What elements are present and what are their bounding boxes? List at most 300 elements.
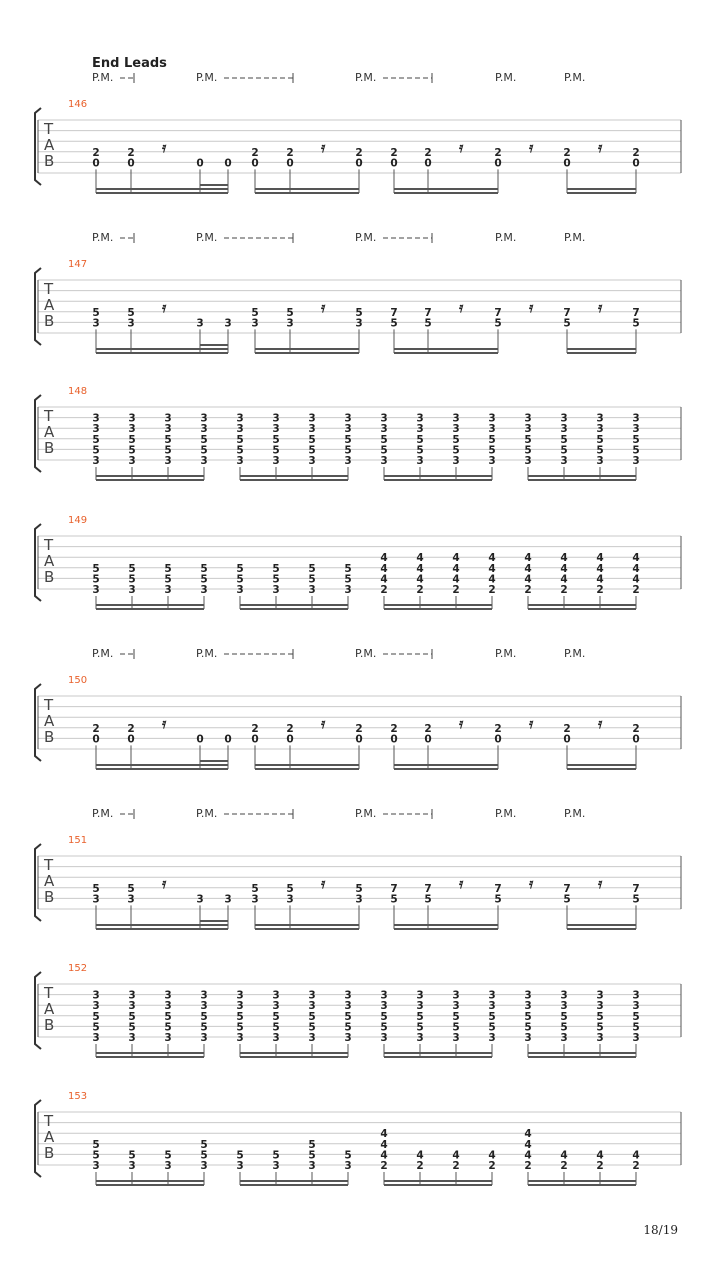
- fret-number: 5: [560, 444, 568, 457]
- tab-clef-letter: A: [44, 296, 55, 314]
- palm-mute-label: P.M.: [355, 231, 377, 244]
- fret-number: 7: [563, 306, 571, 319]
- fret-number: 5: [632, 444, 640, 457]
- fret-number: 5: [272, 562, 280, 575]
- fret-number: 3: [92, 989, 100, 1002]
- fret-number: 3: [632, 1032, 640, 1044]
- fret-number: 3: [164, 1000, 172, 1013]
- fret-number: 2: [494, 146, 502, 159]
- tab-clef-letter: B: [44, 439, 55, 457]
- tab-clef-letter: B: [44, 568, 55, 586]
- fret-number: 3: [92, 1032, 100, 1044]
- fret-number: 3: [200, 1160, 208, 1172]
- fret-number: 2: [380, 1160, 388, 1172]
- fret-number: 0: [127, 733, 135, 746]
- sixteenth-rest: 𝄿: [321, 140, 326, 156]
- tab-clef-letter: B: [44, 1016, 55, 1034]
- fret-number: 4: [488, 573, 496, 586]
- fret-number: 0: [563, 157, 571, 170]
- fret-number: 2: [488, 1160, 496, 1172]
- fret-number: 4: [632, 552, 640, 565]
- fret-number: 0: [355, 733, 363, 746]
- fret-number: 7: [390, 882, 398, 895]
- fret-number: 3: [560, 423, 568, 436]
- fret-number: 4: [632, 573, 640, 586]
- fret-number: 4: [524, 1149, 532, 1162]
- fret-number: 3: [632, 412, 640, 425]
- fret-number: 0: [92, 157, 100, 170]
- fret-number: 3: [488, 1000, 496, 1013]
- fret-number: 3: [524, 412, 532, 425]
- fret-number: 2: [355, 146, 363, 159]
- palm-mute-label: P.M.: [564, 231, 586, 244]
- fret-number: 4: [596, 573, 604, 586]
- fret-number: 3: [416, 989, 424, 1002]
- fret-number: 5: [560, 433, 568, 446]
- fret-number: 3: [632, 989, 640, 1002]
- fret-number: 5: [632, 1010, 640, 1023]
- fret-number: 3: [560, 1032, 568, 1044]
- palm-mute-label: P.M.: [196, 231, 218, 244]
- fret-number: 5: [200, 1021, 208, 1034]
- fret-number: 3: [596, 1032, 604, 1044]
- fret-number: 4: [380, 562, 388, 575]
- fret-number: 3: [596, 989, 604, 1002]
- fret-number: 3: [92, 412, 100, 425]
- fret-number: 3: [560, 989, 568, 1002]
- sixteenth-rest: 𝄿: [162, 876, 167, 892]
- fret-number: 5: [416, 1021, 424, 1034]
- fret-number: 3: [236, 423, 244, 436]
- fret-number: 3: [164, 584, 172, 596]
- fret-number: 3: [524, 455, 532, 467]
- fret-number: 5: [128, 573, 136, 586]
- fret-number: 2: [524, 584, 532, 596]
- fret-number: 0: [92, 733, 100, 746]
- fret-number: 5: [344, 562, 352, 575]
- fret-number: 5: [355, 306, 363, 319]
- tab-clef-letter: A: [44, 136, 55, 154]
- fret-number: 3: [224, 893, 232, 906]
- fret-number: 5: [308, 573, 316, 586]
- palm-mute-label: P.M.: [92, 807, 114, 820]
- fret-number: 5: [92, 1149, 100, 1162]
- fret-number: 7: [390, 306, 398, 319]
- fret-number: 0: [632, 157, 640, 170]
- sixteenth-rest: 𝄿: [529, 140, 534, 156]
- sixteenth-rest: 𝄿: [598, 716, 603, 732]
- sixteenth-rest: 𝄿: [598, 876, 603, 892]
- fret-number: 3: [251, 317, 259, 330]
- fret-number: 7: [563, 882, 571, 895]
- fret-number: 3: [128, 1000, 136, 1013]
- fret-number: 5: [416, 444, 424, 457]
- fret-number: 5: [128, 1021, 136, 1034]
- sixteenth-rest: 𝄿: [459, 716, 464, 732]
- fret-number: 5: [344, 444, 352, 457]
- tab-system-149: [35, 515, 681, 609]
- fret-number: 3: [272, 1032, 280, 1044]
- fret-number: 3: [344, 423, 352, 436]
- fret-number: 4: [452, 573, 460, 586]
- fret-number: 3: [596, 412, 604, 425]
- fret-number: 3: [308, 1032, 316, 1044]
- fret-number: 5: [524, 1010, 532, 1023]
- fret-number: 3: [308, 455, 316, 467]
- fret-number: 4: [488, 552, 496, 565]
- fret-number: 5: [308, 433, 316, 446]
- fret-number: 7: [424, 306, 432, 319]
- fret-number: 3: [272, 423, 280, 436]
- fret-number: 3: [344, 412, 352, 425]
- fret-number: 2: [127, 146, 135, 159]
- fret-number: 2: [355, 722, 363, 735]
- fret-number: 5: [128, 433, 136, 446]
- fret-number: 5: [164, 1021, 172, 1034]
- fret-number: 5: [236, 1149, 244, 1162]
- fret-number: 5: [452, 433, 460, 446]
- fret-number: 2: [452, 584, 460, 596]
- fret-number: 3: [488, 423, 496, 436]
- fret-number: 3: [200, 1000, 208, 1013]
- fret-number: 5: [355, 882, 363, 895]
- fret-number: 3: [560, 412, 568, 425]
- fret-number: 4: [596, 1149, 604, 1162]
- fret-number: 5: [560, 1021, 568, 1034]
- fret-number: 0: [127, 157, 135, 170]
- fret-number: 2: [563, 722, 571, 735]
- fret-number: 4: [488, 1149, 496, 1162]
- fret-number: 2: [127, 722, 135, 735]
- fret-number: 5: [164, 1010, 172, 1023]
- fret-number: 3: [452, 412, 460, 425]
- fret-number: 4: [632, 562, 640, 575]
- fret-number: 5: [164, 444, 172, 457]
- fret-number: 3: [128, 1160, 136, 1172]
- fret-number: 3: [308, 584, 316, 596]
- fret-number: 2: [632, 584, 640, 596]
- fret-number: 0: [563, 733, 571, 746]
- fret-number: 3: [236, 412, 244, 425]
- fret-number: 5: [128, 562, 136, 575]
- fret-number: 3: [452, 423, 460, 436]
- fret-number: 3: [196, 317, 204, 330]
- fret-number: 3: [236, 455, 244, 467]
- palm-mute-label: P.M.: [355, 807, 377, 820]
- fret-number: 3: [92, 893, 100, 906]
- fret-number: 3: [164, 455, 172, 467]
- fret-number: 3: [416, 1000, 424, 1013]
- fret-number: 0: [251, 733, 259, 746]
- fret-number: 5: [127, 306, 135, 319]
- fret-number: 5: [416, 1010, 424, 1023]
- tab-clef-letter: A: [44, 872, 55, 890]
- fret-number: 4: [416, 1149, 424, 1162]
- fret-number: 3: [524, 1032, 532, 1044]
- tab-clef-letter: A: [44, 423, 55, 441]
- fret-number: 3: [128, 1032, 136, 1044]
- fret-number: 5: [286, 306, 294, 319]
- tab-clef-letter: B: [44, 728, 55, 746]
- fret-number: 2: [286, 722, 294, 735]
- fret-number: 5: [92, 1138, 100, 1151]
- fret-number: 0: [224, 733, 232, 746]
- tab-clef-letter: T: [44, 696, 54, 714]
- fret-number: 5: [524, 1021, 532, 1034]
- fret-number: 5: [344, 1010, 352, 1023]
- fret-number: 0: [390, 733, 398, 746]
- fret-number: 3: [272, 989, 280, 1002]
- section-title: End Leads: [92, 56, 167, 71]
- tab-clef-letter: A: [44, 1128, 55, 1146]
- sixteenth-rest: 𝄿: [529, 876, 534, 892]
- fret-number: 0: [196, 733, 204, 746]
- fret-number: 5: [380, 1010, 388, 1023]
- tab-system-151: [35, 807, 681, 929]
- measure-number: 147: [68, 259, 88, 270]
- fret-number: 0: [286, 733, 294, 746]
- fret-number: 3: [92, 317, 100, 330]
- fret-number: 4: [452, 1149, 460, 1162]
- fret-number: 3: [380, 423, 388, 436]
- palm-mute-label: P.M.: [495, 231, 517, 244]
- tab-clef-letter: B: [44, 312, 55, 330]
- fret-number: 3: [164, 1032, 172, 1044]
- fret-number: 3: [128, 423, 136, 436]
- fret-number: 0: [196, 157, 204, 170]
- fret-number: 3: [596, 455, 604, 467]
- fret-number: 4: [380, 1138, 388, 1151]
- sixteenth-rest: 𝄿: [459, 300, 464, 316]
- fret-number: 5: [390, 317, 398, 330]
- fret-number: 4: [452, 552, 460, 565]
- fret-number: 3: [632, 455, 640, 467]
- fret-number: 4: [560, 1149, 568, 1162]
- fret-number: 3: [92, 1000, 100, 1013]
- fret-number: 4: [560, 573, 568, 586]
- fret-number: 7: [632, 306, 640, 319]
- fret-number: 3: [272, 412, 280, 425]
- fret-number: 5: [596, 433, 604, 446]
- measure-number: 150: [68, 675, 88, 686]
- fret-number: 5: [286, 882, 294, 895]
- fret-number: 5: [236, 573, 244, 586]
- fret-number: 5: [272, 444, 280, 457]
- fret-number: 0: [355, 157, 363, 170]
- fret-number: 2: [390, 146, 398, 159]
- fret-number: 3: [164, 423, 172, 436]
- fret-number: 4: [524, 1138, 532, 1151]
- fret-number: 3: [452, 1032, 460, 1044]
- fret-number: 2: [560, 584, 568, 596]
- fret-number: 5: [200, 1149, 208, 1162]
- sixteenth-rest: 𝄿: [321, 876, 326, 892]
- sixteenth-rest: 𝄿: [162, 300, 167, 316]
- fret-number: 3: [127, 893, 135, 906]
- fret-number: 5: [344, 1021, 352, 1034]
- fret-number: 3: [344, 455, 352, 467]
- tab-system-147: [35, 231, 681, 353]
- fret-number: 2: [563, 146, 571, 159]
- fret-number: 3: [224, 317, 232, 330]
- fret-number: 5: [452, 1010, 460, 1023]
- measure-number: 151: [68, 835, 88, 846]
- fret-number: 2: [560, 1160, 568, 1172]
- fret-number: 3: [560, 455, 568, 467]
- fret-number: 3: [488, 412, 496, 425]
- sixteenth-rest: 𝄿: [321, 300, 326, 316]
- fret-number: 3: [560, 1000, 568, 1013]
- fret-number: 5: [164, 433, 172, 446]
- fret-number: 7: [632, 882, 640, 895]
- fret-number: 5: [251, 306, 259, 319]
- tab-systems: [35, 71, 681, 1185]
- tab-clef-letter: T: [44, 536, 54, 554]
- fret-number: 2: [380, 584, 388, 596]
- fret-number: 3: [236, 989, 244, 1002]
- fret-number: 3: [380, 455, 388, 467]
- tab-clef-letter: T: [44, 407, 54, 425]
- palm-mute-label: P.M.: [196, 807, 218, 820]
- fret-number: 5: [272, 433, 280, 446]
- fret-number: 7: [494, 306, 502, 319]
- fret-number: 2: [286, 146, 294, 159]
- fret-number: 5: [488, 433, 496, 446]
- fret-number: 3: [524, 423, 532, 436]
- fret-number: 7: [494, 882, 502, 895]
- fret-number: 3: [200, 412, 208, 425]
- fret-number: 5: [164, 1149, 172, 1162]
- fret-number: 5: [596, 1010, 604, 1023]
- fret-number: 4: [560, 552, 568, 565]
- palm-mute-label: P.M.: [196, 647, 218, 660]
- fret-number: 4: [380, 1128, 388, 1141]
- fret-number: 2: [251, 146, 259, 159]
- fret-number: 4: [560, 562, 568, 575]
- fret-number: 3: [164, 1160, 172, 1172]
- fret-number: 3: [200, 455, 208, 467]
- fret-number: 3: [355, 317, 363, 330]
- fret-number: 2: [632, 146, 640, 159]
- fret-number: 3: [344, 989, 352, 1002]
- fret-number: 5: [308, 1138, 316, 1151]
- fret-number: 5: [92, 433, 100, 446]
- fret-number: 2: [390, 722, 398, 735]
- fret-number: 3: [308, 1000, 316, 1013]
- fret-number: 4: [524, 573, 532, 586]
- fret-number: 3: [251, 893, 259, 906]
- fret-number: 3: [344, 584, 352, 596]
- fret-number: 3: [380, 1000, 388, 1013]
- fret-number: 3: [286, 317, 294, 330]
- fret-number: 3: [272, 584, 280, 596]
- fret-number: 2: [416, 584, 424, 596]
- fret-number: 3: [344, 1032, 352, 1044]
- fret-number: 2: [92, 722, 100, 735]
- fret-number: 3: [452, 455, 460, 467]
- fret-number: 3: [272, 1000, 280, 1013]
- palm-mute-label: P.M.: [196, 71, 218, 84]
- fret-number: 3: [196, 893, 204, 906]
- palm-mute-label: P.M.: [92, 71, 114, 84]
- fret-number: 5: [200, 573, 208, 586]
- fret-number: 3: [308, 412, 316, 425]
- fret-number: 5: [200, 433, 208, 446]
- sixteenth-rest: 𝄿: [598, 300, 603, 316]
- fret-number: 4: [416, 573, 424, 586]
- palm-mute-label: P.M.: [564, 647, 586, 660]
- fret-number: 5: [488, 1021, 496, 1034]
- fret-number: 2: [251, 722, 259, 735]
- fret-number: 0: [424, 157, 432, 170]
- fret-number: 3: [488, 989, 496, 1002]
- sixteenth-rest: 𝄿: [459, 140, 464, 156]
- fret-number: 3: [632, 1000, 640, 1013]
- fret-number: 3: [488, 1032, 496, 1044]
- fret-number: 3: [308, 989, 316, 1002]
- measure-number: 152: [68, 963, 88, 974]
- fret-number: 3: [308, 423, 316, 436]
- sixteenth-rest: 𝄿: [529, 716, 534, 732]
- tab-clef-letter: T: [44, 1112, 54, 1130]
- palm-mute-label: P.M.: [92, 231, 114, 244]
- palm-mute-label: P.M.: [495, 807, 517, 820]
- tab-clef-letter: T: [44, 280, 54, 298]
- palm-mute-label: P.M.: [92, 647, 114, 660]
- fret-number: 5: [272, 1010, 280, 1023]
- fret-number: 5: [200, 444, 208, 457]
- sixteenth-rest: 𝄿: [162, 140, 167, 156]
- fret-number: 3: [200, 584, 208, 596]
- fret-number: 5: [272, 1149, 280, 1162]
- fret-number: 2: [488, 584, 496, 596]
- fret-number: 0: [632, 733, 640, 746]
- fret-number: 5: [236, 433, 244, 446]
- fret-number: 5: [92, 1021, 100, 1034]
- fret-number: 3: [92, 455, 100, 467]
- fret-number: 0: [224, 157, 232, 170]
- fret-number: 2: [424, 722, 432, 735]
- tab-system-146: [35, 71, 681, 193]
- fret-number: 3: [416, 1032, 424, 1044]
- fret-number: 2: [632, 722, 640, 735]
- fret-number: 5: [308, 1010, 316, 1023]
- tab-clef-letter: T: [44, 984, 54, 1002]
- fret-number: 3: [200, 423, 208, 436]
- fret-number: 2: [596, 584, 604, 596]
- fret-number: 5: [92, 562, 100, 575]
- sixteenth-rest: 𝄿: [162, 716, 167, 732]
- fret-number: 3: [344, 1160, 352, 1172]
- fret-number: 5: [164, 562, 172, 575]
- fret-number: 5: [344, 573, 352, 586]
- fret-number: 3: [272, 1160, 280, 1172]
- fret-number: 4: [416, 552, 424, 565]
- fret-number: 3: [308, 1160, 316, 1172]
- fret-number: 3: [236, 1032, 244, 1044]
- fret-number: 3: [380, 412, 388, 425]
- fret-number: 3: [128, 412, 136, 425]
- measure-number: 146: [68, 99, 88, 110]
- fret-number: 3: [236, 1160, 244, 1172]
- tab-clef-letter: T: [44, 856, 54, 874]
- fret-number: 4: [524, 552, 532, 565]
- fret-number: 0: [286, 157, 294, 170]
- fret-number: 3: [380, 989, 388, 1002]
- fret-number: 4: [380, 1149, 388, 1162]
- sixteenth-rest: 𝄿: [321, 716, 326, 732]
- fret-number: 5: [563, 893, 571, 906]
